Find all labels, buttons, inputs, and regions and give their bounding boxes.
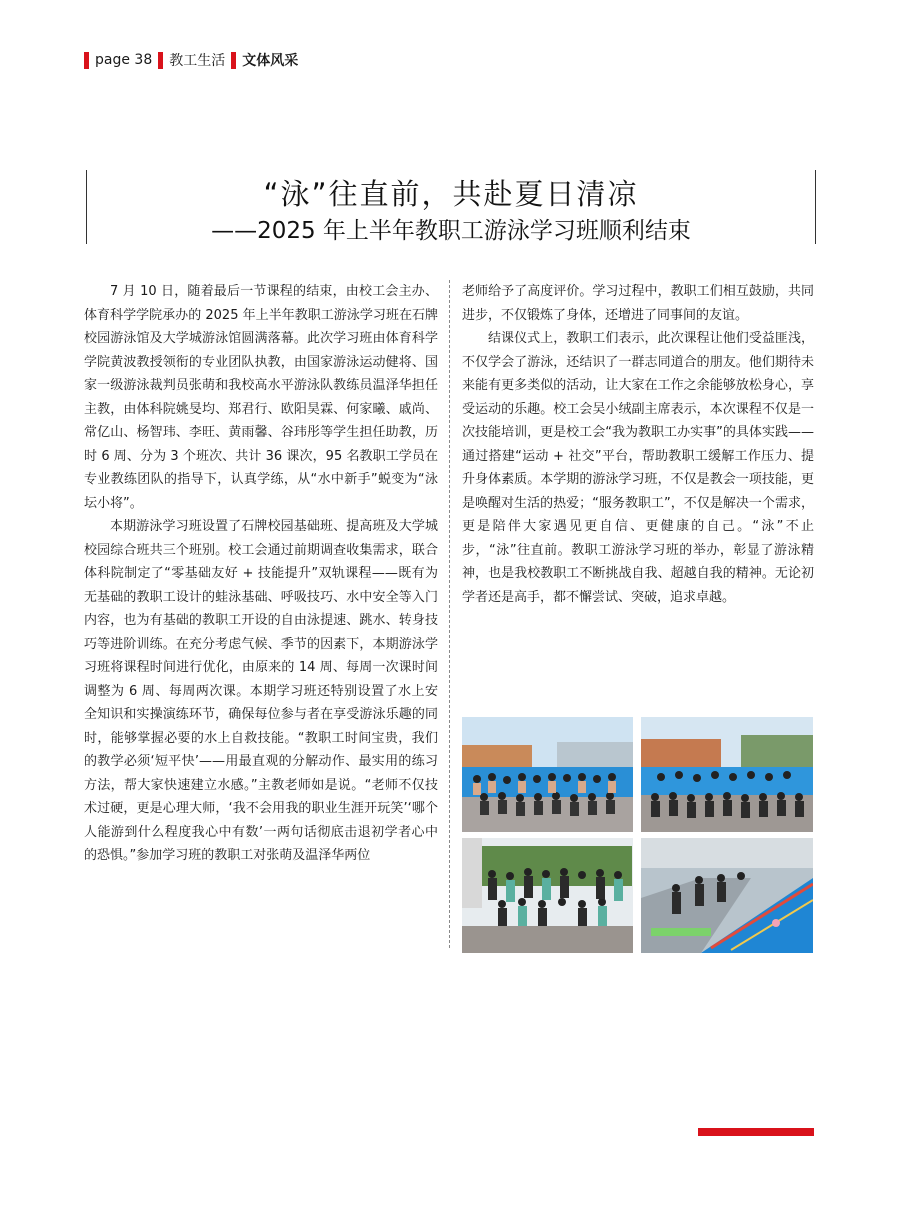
paragraph-continuation: 老师给予了高度评价。学习过程中，教职工们相互鼓励，共同进步，不仅锻炼了身体，还增进了同事间的友谊。: [462, 284, 814, 323]
left-column: [84, 280, 438, 868]
section-label: 教工生活: [169, 53, 226, 69]
group-photo-outdoor-pool-1: [462, 717, 633, 832]
accent-bar: [231, 52, 236, 69]
article-subtitle: ——2025 年上半年教职工游泳学习班顺利结束: [211, 218, 691, 244]
group-photo-outdoor-pool-2: [641, 717, 813, 832]
subsection-label: 文体风采: [242, 53, 299, 69]
page-header: [84, 49, 304, 71]
paragraph: 7 月 10 日，随着最后一节课程的结束，由校工会主办、体育科学学院承办的 2025 年上半年教职工游泳学习班在石牌校园游泳馆及大学城游泳馆圆满落幕。此次学习班由体育科学学院黄波教授领衔的专业团队执教，由国家游泳运动健将、国家一级游泳裁判员张萌和我校高水平游泳队教练员温泽华担任主教，由体科院姚旻均、郑君行、欧阳昊霖、何家曦、戚尚、常亿山、杨智玮、李旺、黄雨馨、谷玮彤等学生担任助教，历时 6 周、分为 3 个班次、共计 36 课次，95 名教职工学员在专业教练团队的指导下，认真学练，从“水中新手”蜕变为“泳坛小将”。: [84, 284, 438, 511]
page-number: page 38: [95, 52, 153, 68]
column-divider: [449, 280, 450, 948]
accent-bar: [84, 52, 89, 69]
swimming-instruction-photo: [641, 838, 813, 953]
accent-bar: [158, 52, 163, 69]
right-column: [462, 280, 814, 609]
group-photo-poolside-3: [462, 838, 633, 953]
title-block: [86, 170, 816, 244]
footer-accent-bar: [698, 1128, 814, 1136]
subsection-segment: [231, 50, 298, 70]
page-number-segment: [84, 52, 152, 69]
paragraph: 本期游泳学习班设置了石牌校园基础班、提高班及大学城校园综合班共三个班别。校工会通过前期调查收集需求，联合体科院制定了“零基础友好 + 技能提升”双轨课程——既有为无基础的教职工设计的蛙泳基础、呼吸技巧、水中安全等入门内容，也为有基础的教职工开设的自由泳提速、跳水、转身技巧等进阶训练。在充分考虑气候、季节的因素下，本期游泳学习班将课程时间进行优化，由原来的 14 周、每周一次课时间调整为 6 周、每周两次课。本期学习班还特别设置了水上安全知识和实操演练环节，确保每位参与者在享受游泳乐趣的同时，能够掌握必要的水上自救技能。“教职工时间宝贵，我们的教学必须‘短平快’——用最直观的分解动作、最实用的练习方法，帮大家快速建立水感。”主教老师如是说。“老师不仅技术过硬，更是心理大师，‘我不会用我的职业生涯开玩笑’‘哪个人能游到什么程度我心中有数’一两句话彻底击退初学者心中的恐惧。”参加学习班的教职工对张萌及温泽华两位: [84, 519, 438, 863]
paragraph: 结课仪式上，教职工们表示，此次课程让他们受益匪浅，不仅学会了游泳，还结识了一群志同道合的朋友。他们期待未来能有更多类似的活动，让大家在工作之余能够放松身心，享受运动的乐趣。校工会吴小绒副主席表示，本次课程不仅是一次技能培训，更是校工会“我为教职工办实事”的具体实践——通过搭建“运动 + 社交”平台，帮助教职工缓解工作压力、提升身体素质。本学期的游泳学习班，不仅是教会一项技能，更是唤醒对生活的热爱；“服务教职工”，不仅是解决一个需求，更是陪伴大家遇见更自信、更健康的自己。“泳”不止步，“泳”往直前。教职工游泳学习班的举办，彰显了游泳精神，也是我校教职工不断挑战自我、超越自我的精神。无论初学者还是高手，都不懈尝试、突破，追求卓越。: [462, 331, 814, 605]
article-title: “泳”往直前，共赴夏日清凉: [263, 177, 639, 211]
section-segment: [158, 50, 225, 70]
